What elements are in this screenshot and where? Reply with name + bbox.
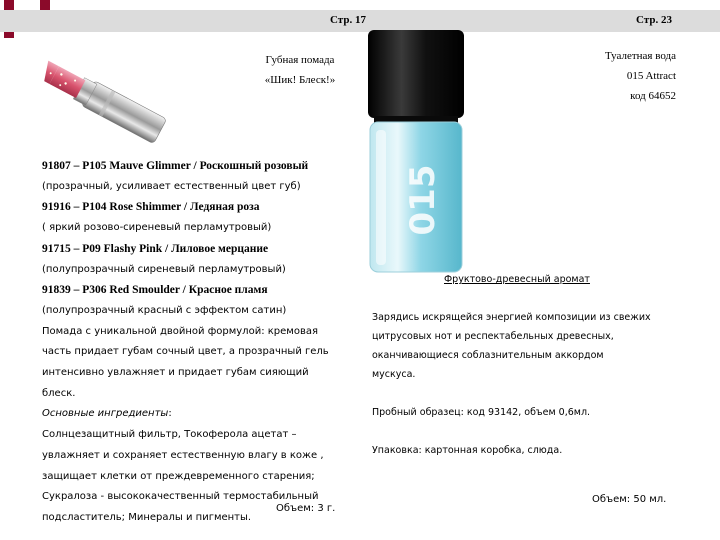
spacer bbox=[372, 384, 690, 403]
perfume-volume: Объем: 50 мл. bbox=[592, 494, 667, 505]
perfume-title-line1: Туалетная вода bbox=[604, 50, 676, 62]
perfume-bottle-image bbox=[362, 30, 472, 280]
description-line: Помада с уникальной двойной формулой: кремовая bbox=[42, 325, 318, 337]
ingredients-colon: : bbox=[168, 408, 172, 420]
spacer bbox=[372, 422, 690, 441]
shade-desc: (полупрозрачный красный с эффектом сатин) bbox=[42, 304, 287, 316]
ingredients-label: Основные ингредиенты bbox=[42, 408, 169, 420]
page-ref-left: Стр. 17 bbox=[330, 14, 366, 26]
perfume-title bbox=[540, 46, 676, 106]
ingredients-line: Солнцезащитный фильтр, Токоферола ацетат – bbox=[42, 429, 297, 441]
ingredients-line: Сукралоза - высококачественный термостабильный bbox=[42, 491, 319, 503]
ingredients-line: подсластитель; Минералы и пигменты. bbox=[42, 511, 252, 523]
page-ref-right: Стр. 23 bbox=[636, 14, 672, 26]
ingredients-line: увлажняет и сохраняет естественную влагу в коже , bbox=[42, 449, 324, 461]
description-line: интенсивно увлажняет и придает губам сияющий bbox=[42, 367, 309, 379]
shade-code: 91715 – P09 Flashy Pink / Лиловое мерцание bbox=[42, 242, 269, 255]
shade-code: 91916 – P104 Rose Shimmer / Ледяная роза bbox=[42, 201, 260, 214]
lipstick-volume: Объем: 3 г. bbox=[276, 503, 336, 514]
description-line: часть придает губам сочный цвет, а прозрачный гель bbox=[42, 346, 329, 358]
lipstick-title-line2: «Шик! Блеск!» bbox=[264, 74, 336, 86]
lipstick-title bbox=[230, 50, 370, 90]
decor-square bbox=[4, 0, 14, 10]
lipstick-title-line1: Губная помада bbox=[265, 54, 335, 66]
perfume-title-line2: 015 Attract bbox=[626, 70, 676, 82]
perfume-desc-line: оканчивающиеся соблазнительным аккордом bbox=[372, 350, 604, 361]
shade-code: 91807 – P105 Mauve Glimmer / Роскошный розовый bbox=[42, 160, 309, 172]
perfume-desc-line: мускуса. bbox=[372, 369, 416, 380]
description-line: блеск. bbox=[42, 387, 76, 399]
perfume-desc-line: Зарядись искрящейся энергией композиции из свежих bbox=[372, 312, 651, 323]
perfume-desc-line: цитрусовых нот и респектабельных древесных, bbox=[372, 331, 614, 342]
packaging-info: Упаковка: картонная коробка, слюда. bbox=[372, 445, 563, 456]
decor-square bbox=[40, 0, 50, 10]
lipstick-image bbox=[36, 40, 166, 160]
bottle-label: 015 bbox=[403, 164, 443, 236]
shade-code: 91839 – P306 Red Smoulder / Красное пламя bbox=[42, 284, 268, 297]
shade-desc: (полупрозрачный сиреневый перламутровый) bbox=[42, 263, 286, 275]
perfume-code: код 64652 bbox=[630, 90, 676, 102]
shade-desc: ( яркий розово-сиреневый перламутровый) bbox=[42, 222, 272, 234]
perfume-description bbox=[372, 308, 690, 460]
sample-info: Пробный образец: код 93142, объем 0,6мл. bbox=[372, 407, 591, 418]
ingredients-heading bbox=[42, 404, 362, 425]
shade-desc: (прозрачный, усиливает естественный цвет губ) bbox=[42, 180, 301, 192]
aroma-title: Фруктово-древесный аромат bbox=[444, 274, 590, 285]
lipstick-description bbox=[42, 156, 362, 529]
ingredients-line: защищает клетки от преждевременного старения; bbox=[42, 470, 315, 482]
